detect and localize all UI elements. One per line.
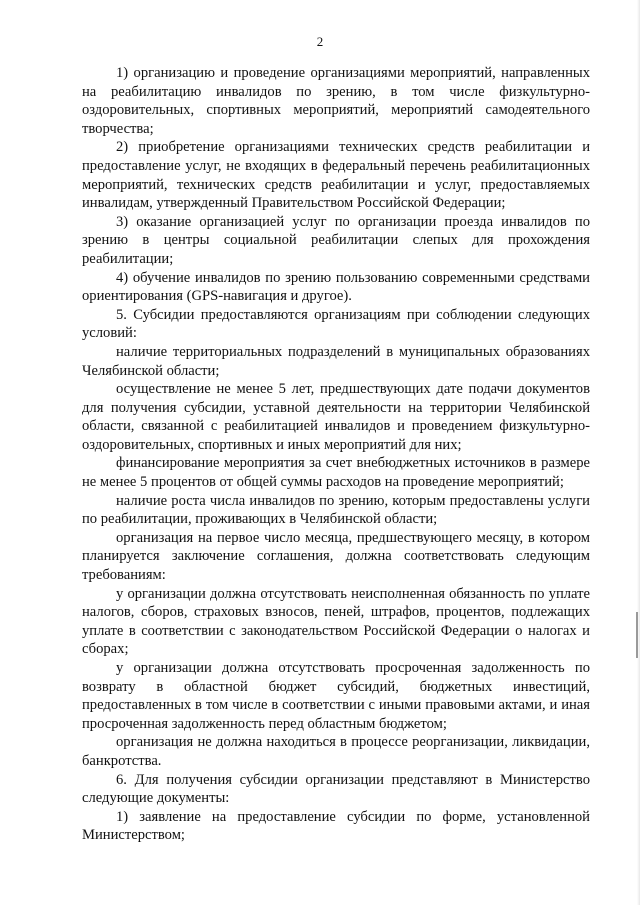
paragraph-clause-5: 5. Субсидии предоставляются организациям при соблюдении следующих условий:	[82, 306, 590, 342]
scan-edge-mark	[636, 612, 638, 658]
paragraph-item-4: 4) обучение инвалидов по зрению пользованию современными средствами ориентирования (GPS-навигация и другое).	[82, 269, 590, 305]
paragraph-requirement-2: у организации должна отсутствовать просроченная задолженность по возврату в областной бюджет субсидий, бюджетных инвестиций, предоставленных в том числе в соответствии с иными правовыми актами, и иная просроченная задолженность перед областным бюджетом;	[82, 660, 590, 732]
document-body	[82, 64, 590, 845]
paragraph-item-3: 3) оказание организацией услуг по организации проезда инвалидов по зрению в центры социальной реабилитации слепых для прохождения реабилитации;	[82, 213, 590, 267]
paragraph-condition-3: финансирование мероприятия за счет внебюджетных источников в размере не менее 5 процентов от общей суммы расходов на проведение мероприятий;	[82, 455, 590, 491]
paragraph-requirement-1: у организации должна отсутствовать неисполненная обязанность по уплате налогов, сборов, страховых взносов, пеней, штрафов, процентов, подлежащих уплате в соответствии с законодательством Российской Федерации о налогах и сборах;	[82, 585, 590, 658]
paragraph-condition-2: осуществление не менее 5 лет, предшествующих дате подачи документов для получения субсидии, уставной деятельности на территории Челябинской области, связанной с реабилитацией инвалидов и проведением физкультурно-оздоровительных, спортивных и иных мероприятий для них;	[82, 381, 590, 453]
paragraph-document-1: 1) заявление на предоставление субсидии по форме, установленной Министерством;	[82, 808, 590, 844]
paragraph-clause-6: 6. Для получения субсидии организации представляют в Министерство следующие документы:	[82, 771, 590, 807]
page-number: 2	[316, 34, 324, 49]
paragraph-condition-1: наличие территориальных подразделений в муниципальных образованиях Челябинской области;	[82, 343, 590, 379]
paragraph-condition-5: организация на первое число месяца, предшествующего месяцу, в котором планируется заключение соглашения, должна соответствовать следующим требованиям:	[82, 529, 590, 584]
paragraph-item-2: 2) приобретение организациями технических средств реабилитации и предоставление услуг, не входящих в федеральный перечень реабилитационных мероприятий, технических средств реабилитации и услуг, предоставляемых инвалидам, утвержденный Правительством Российской Федерации;	[82, 139, 590, 212]
paragraph-condition-4: наличие роста числа инвалидов по зрению, которым предоставлены услуги по реабилитации, проживающих в Челябинской области;	[82, 492, 590, 528]
paragraph-item-1: 1) организацию и проведение организациями мероприятий, направленных на реабилитацию инвалидов по зрению, в том числе физкультурно-оздоровительных, спортивных мероприятий, мероприятий самодеятельного творчества;	[82, 65, 590, 137]
paragraph-requirement-3: организация не должна находиться в процессе реорганизации, ликвидации, банкротства.	[82, 734, 590, 769]
